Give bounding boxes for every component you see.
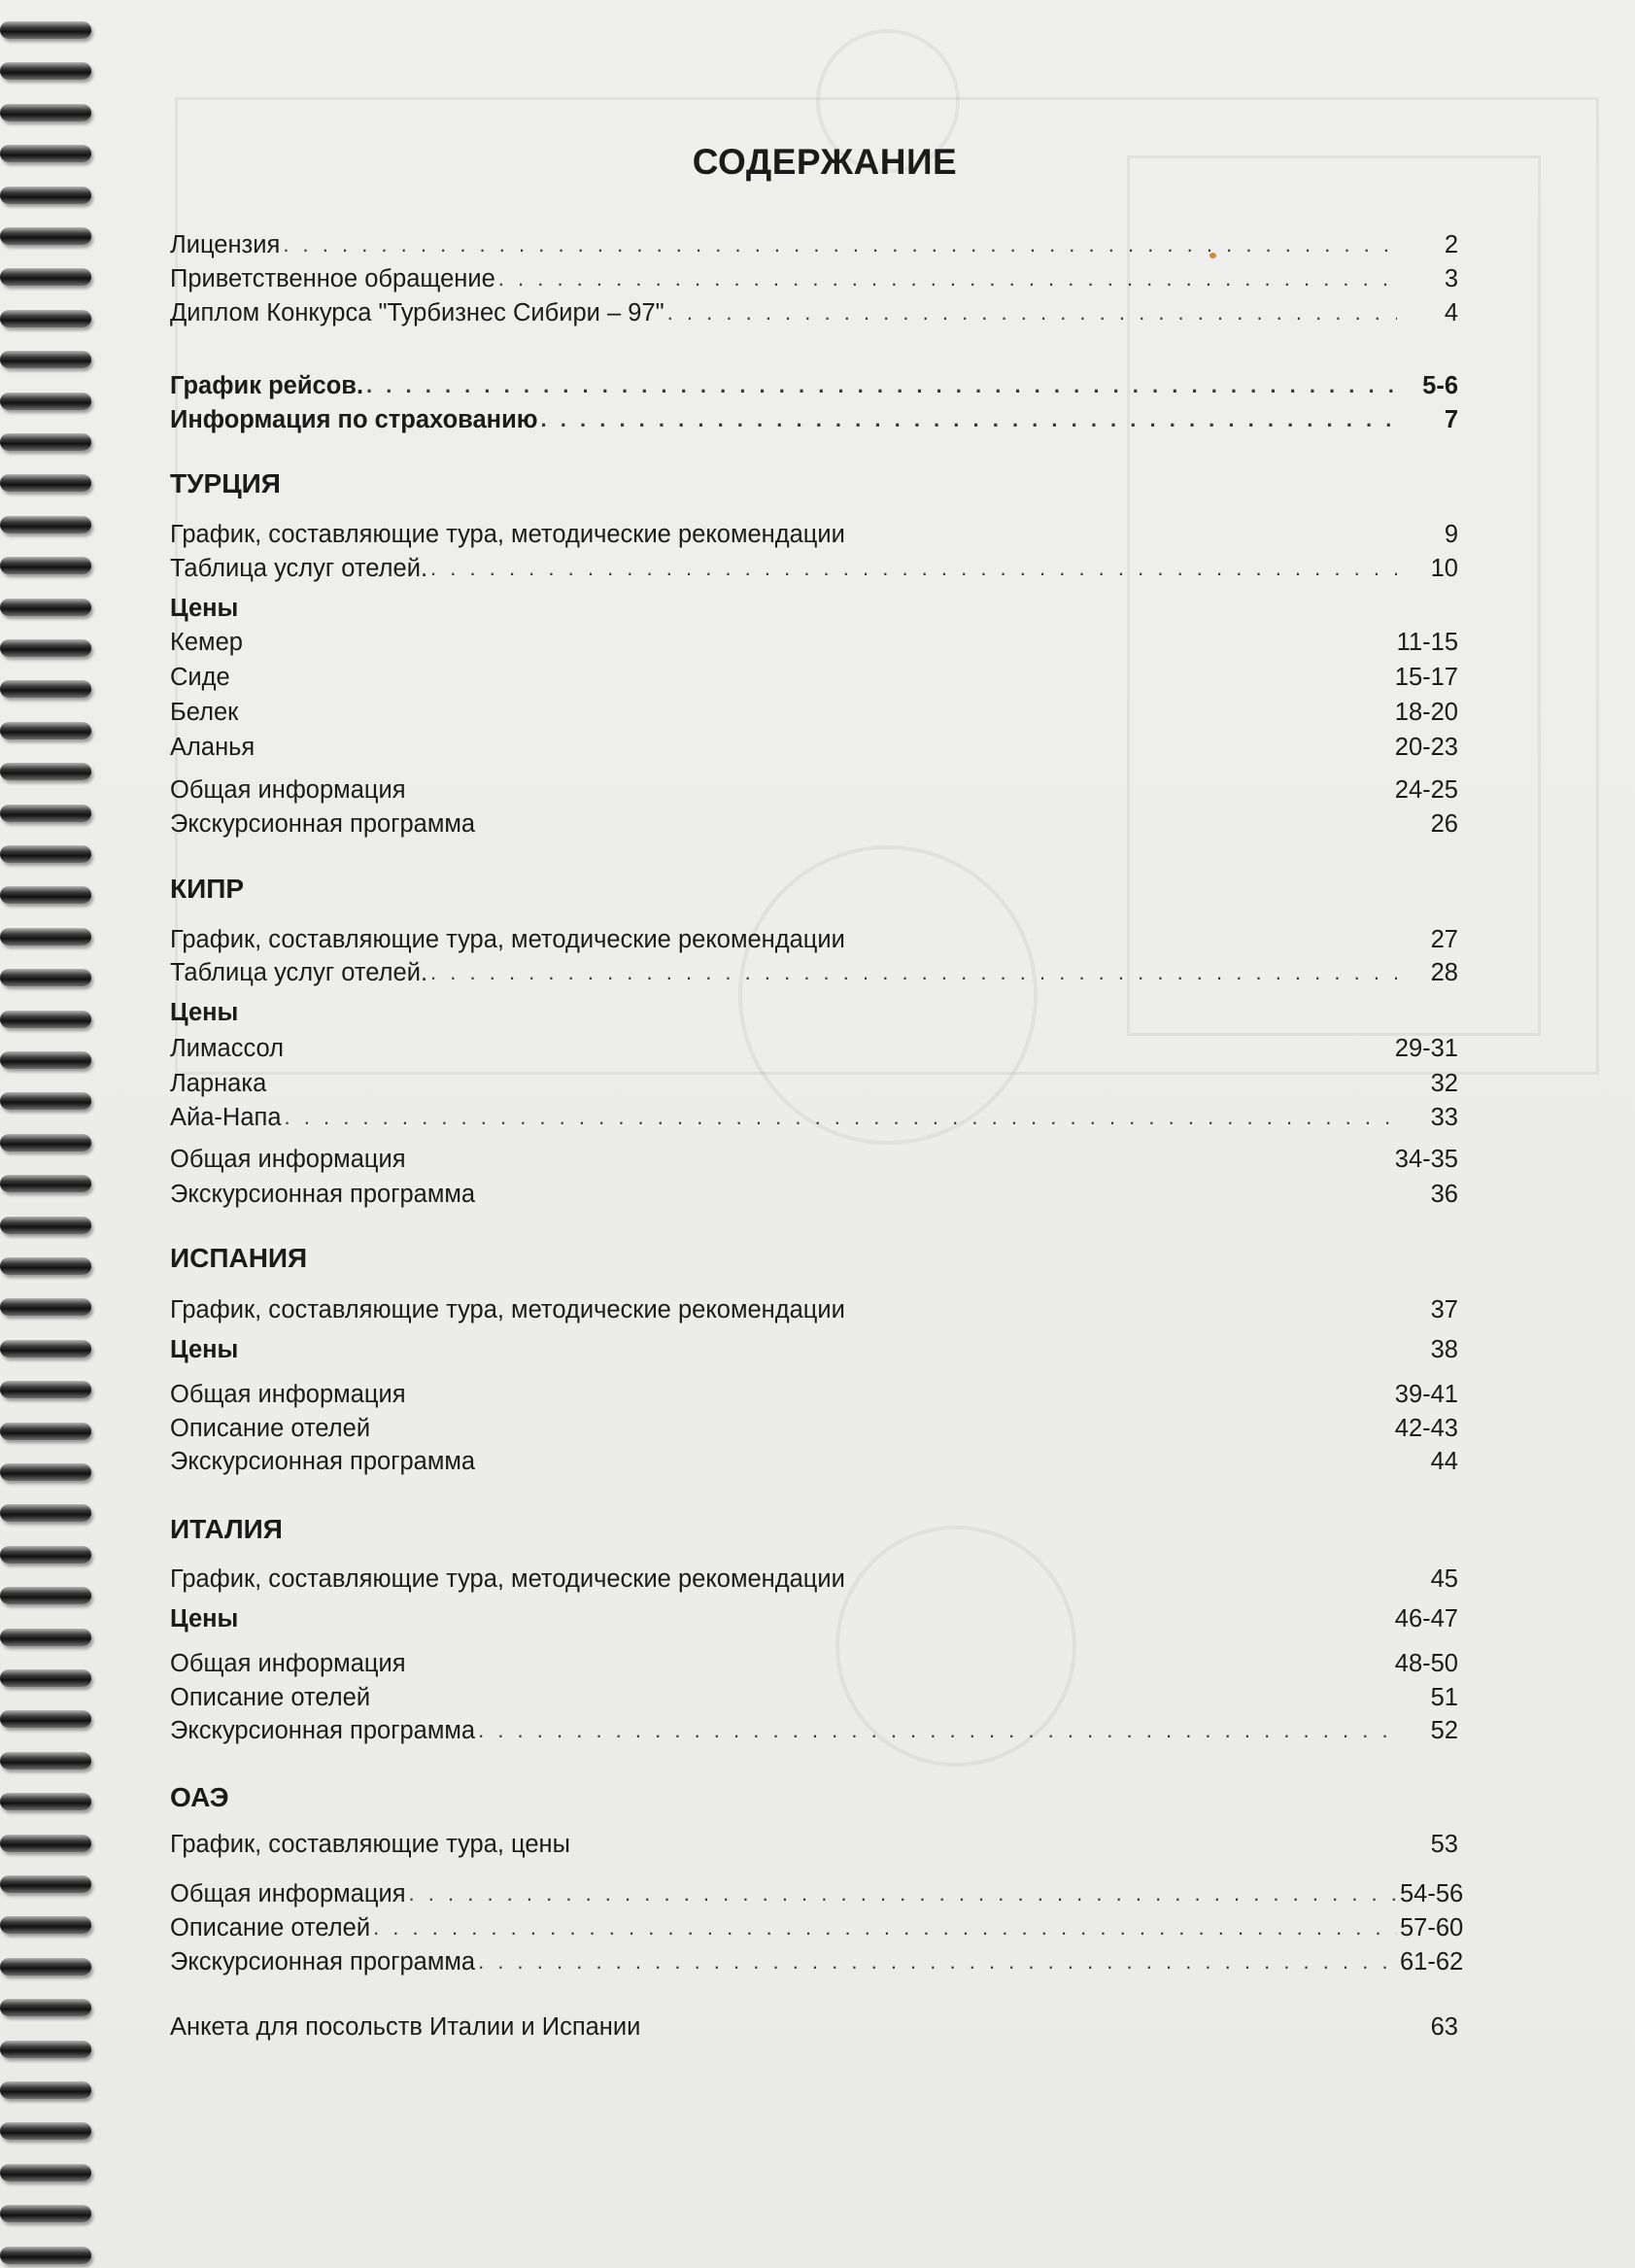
- toc-entry-uae-hotels: Описание отелей . . . 57-60: [170, 1913, 1462, 1942]
- toc-entry-spain-schedule: График, составляющие тура, методические рекомендации 37: [170, 1296, 1458, 1323]
- page-title: СОДЕРЖАНИЕ: [692, 142, 958, 182]
- spiral-ring: [0, 393, 91, 410]
- toc-entry-side: Сиде 15-17: [170, 664, 1458, 691]
- toc-entry-uae-general: Общая информация . . . 54-56: [170, 1879, 1462, 1908]
- toc-entry-larnaca: Ларнака 32: [170, 1070, 1458, 1097]
- bleed-through-seal: [738, 845, 1038, 1145]
- spiral-ring: [0, 21, 91, 39]
- leader-dots: [667, 298, 1397, 327]
- toc-entry-italy-excursions: Экскурсионная программа . . . 52: [170, 1716, 1462, 1745]
- spiral-ring: [0, 1587, 91, 1604]
- spiral-ring: [0, 763, 91, 780]
- paper-speck: [1209, 253, 1216, 258]
- spiral-ring: [0, 1752, 91, 1770]
- toc-entry-italy-schedule: График, составляющие тура, методические рекомендации 45: [170, 1565, 1458, 1593]
- toc-entry-spain-excursions: Экскурсионная программа 44: [170, 1448, 1458, 1475]
- section-spain: ИСПАНИЯ: [170, 1243, 308, 1273]
- leader-dots: [373, 1913, 1397, 1942]
- toc-entry-kemer: Кемер 11-15: [170, 629, 1458, 656]
- spiral-ring: [0, 969, 91, 986]
- spiral-ring: [0, 1011, 91, 1028]
- toc-entry-italy-hotels: Описание отелей 51: [170, 1684, 1458, 1711]
- toc-entry-welcome: Приветственное обращение . . . 3: [170, 264, 1462, 293]
- leader-dots: [478, 1947, 1397, 1976]
- spiral-ring: [0, 557, 91, 574]
- section-uae: ОАЭ: [170, 1782, 229, 1812]
- spiral-ring: [0, 1340, 91, 1357]
- section-cyprus: КИПР: [170, 874, 245, 904]
- toc-entry-questionnaire: Анкета для посольств Италии и Испании 63: [170, 2013, 1458, 2041]
- spiral-ring: [0, 2081, 91, 2099]
- toc-entry-cyprus-schedule: График, составляющие тура, методические рекомендации 27: [170, 926, 1458, 953]
- spiral-ring: [0, 1710, 91, 1728]
- spiral-ring: [0, 886, 91, 904]
- spiral-ring: [0, 2122, 91, 2140]
- toc-entry-spain-prices: Цены 38: [170, 1336, 1458, 1363]
- spiral-ring: [0, 187, 91, 204]
- leader-dots: [478, 1716, 1397, 1745]
- spiral-ring: [0, 1793, 91, 1810]
- spiral-ring: [0, 227, 91, 245]
- toc-entry-spain-general: Общая информация 39-41: [170, 1381, 1458, 1408]
- cyprus-prices-heading: Цены: [170, 999, 239, 1026]
- spiral-ring: [0, 1381, 91, 1398]
- spiral-ring: [0, 1629, 91, 1646]
- spiral-ring: [0, 722, 91, 739]
- toc-entry-turkey-hotels-table: Таблица услуг отелей. . . . 10: [170, 554, 1462, 583]
- spiral-ring: [0, 1669, 91, 1687]
- leader-dots: [541, 405, 1397, 434]
- spiral-ring: [0, 516, 91, 533]
- spiral-ring: [0, 1051, 91, 1069]
- spiral-ring: [0, 805, 91, 822]
- toc-entry-turkey-schedule: График, составляющие тура, методические рекомендации 9: [170, 521, 1458, 548]
- toc-entry-turkey-general: Общая информация 24-25: [170, 776, 1458, 804]
- spiral-ring: [0, 1835, 91, 1852]
- section-italy: ИТАЛИЯ: [170, 1514, 283, 1544]
- spiral-ring: [0, 1298, 91, 1316]
- toc-entry-italy-prices: Цены 46-47: [170, 1605, 1458, 1632]
- spiral-ring: [0, 1875, 91, 1893]
- spiral-ring: [0, 1546, 91, 1564]
- toc-entry-belek: Белек 18-20: [170, 699, 1458, 726]
- spiral-ring: [0, 1092, 91, 1110]
- spiral-ring: [0, 474, 91, 492]
- toc-entry-uae-excursions: Экскурсионная программа . . . 61-62: [170, 1947, 1462, 1976]
- spiral-ring: [0, 928, 91, 945]
- spiral-ring: [0, 845, 91, 863]
- toc-entry-cyprus-general: Общая информация 34-35: [170, 1146, 1458, 1173]
- spiral-ring: [0, 1958, 91, 1976]
- spiral-ring: [0, 2041, 91, 2058]
- spiral-ring: [0, 599, 91, 616]
- spiral-binding: [0, 0, 97, 2268]
- toc-entry-diploma: Диплом Конкурса "Турбизнес Сибири – 97" . . . 4: [170, 298, 1462, 327]
- spiral-ring: [0, 268, 91, 286]
- spiral-ring: [0, 1134, 91, 1151]
- toc-entry-insurance: Информация по страхованию . . . 7: [170, 405, 1462, 434]
- toc-entry-alanya: Аланья 20-23: [170, 734, 1458, 761]
- turkey-prices-heading: Цены: [170, 595, 239, 622]
- spiral-ring: [0, 1504, 91, 1522]
- spiral-ring: [0, 2164, 91, 2182]
- toc-entry-cyprus-excursions: Экскурсионная программа 36: [170, 1181, 1458, 1208]
- spiral-ring: [0, 2247, 91, 2264]
- leader-dots: [283, 230, 1397, 259]
- toc-entry-limassol: Лимассол 29-31: [170, 1035, 1458, 1062]
- leader-dots: [285, 1103, 1397, 1132]
- spiral-ring: [0, 1999, 91, 2016]
- spiral-ring: [0, 104, 91, 121]
- spiral-ring: [0, 1217, 91, 1234]
- leader-dots: [430, 958, 1397, 987]
- spiral-ring: [0, 639, 91, 657]
- toc-entry-license: Лицензия . . . 2: [170, 230, 1462, 259]
- toc-entry-ayia-napa: Айа-Напа . . . 33: [170, 1103, 1462, 1132]
- toc-entry-uae-schedule: График, составляющие тура, цены 53: [170, 1831, 1458, 1858]
- toc-entry-turkey-excursions: Экскурсионная программа 26: [170, 810, 1458, 838]
- toc-entry-cyprus-hotels-table: Таблица услуг отелей. . . . 28: [170, 958, 1462, 987]
- spiral-ring: [0, 1257, 91, 1275]
- leader-dots: [366, 371, 1397, 400]
- leader-dots: [498, 264, 1397, 293]
- spiral-ring: [0, 62, 91, 80]
- spiral-ring: [0, 1175, 91, 1192]
- spiral-ring: [0, 680, 91, 698]
- leader-dots: [409, 1879, 1397, 1908]
- section-turkey: ТУРЦИЯ: [170, 468, 281, 498]
- toc-entry-italy-general: Общая информация 48-50: [170, 1650, 1458, 1677]
- spiral-ring: [0, 1916, 91, 1934]
- spiral-ring: [0, 1463, 91, 1481]
- spiral-ring: [0, 351, 91, 368]
- toc-entry-spain-hotels: Описание отелей 42-43: [170, 1415, 1458, 1442]
- spiral-ring: [0, 310, 91, 327]
- spiral-ring: [0, 1423, 91, 1440]
- leader-dots: [430, 554, 1397, 583]
- toc-entry-flight-schedule: График рейсов. . . . 5-6: [170, 371, 1462, 400]
- spiral-ring: [0, 2205, 91, 2222]
- spiral-ring: [0, 433, 91, 451]
